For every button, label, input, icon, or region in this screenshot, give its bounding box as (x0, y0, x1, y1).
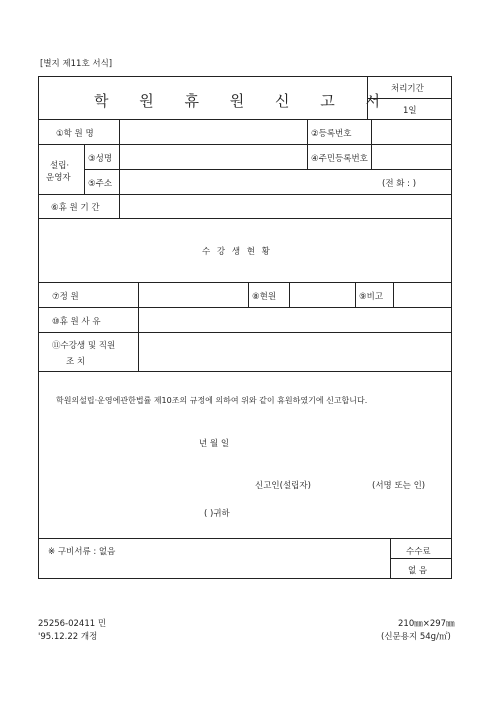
academy-name-label: ①학 원 명 (56, 129, 94, 139)
name-field[interactable] (123, 148, 303, 166)
addressee-line: ( )귀하 (204, 509, 230, 519)
student-status-heading: 수 강 생 현 황 (202, 247, 272, 257)
footer-form-number: 25256-02411 민 (38, 619, 107, 629)
footer-paper-size: 210㎜×297㎜ (398, 619, 455, 629)
name-label: ③성명 (88, 154, 113, 164)
founder-label-line2: 운영자 (46, 173, 71, 183)
address-field[interactable] (123, 173, 373, 191)
measures-label-line1: ⑪수강생 및 직원 (52, 341, 116, 351)
processing-period-value: 1일 (403, 106, 417, 116)
footer-paper-type: (신문용지 54g/㎡) (381, 632, 451, 642)
current-enrollment-field[interactable] (293, 286, 351, 304)
founder-label-line1: 설립· (50, 161, 70, 171)
closure-period-label: ⑥휴 원 기 간 (51, 203, 100, 213)
capacity-field[interactable] (142, 286, 244, 304)
capacity-label: ⑦정 원 (52, 292, 79, 302)
academy-name-field[interactable] (123, 123, 303, 141)
reporter-label: 신고인(설립자) (255, 481, 311, 491)
closure-period-field[interactable] (123, 198, 448, 215)
resident-number-field[interactable] (375, 148, 448, 166)
footer-revision-date: '95.12.22 개정 (38, 632, 98, 642)
registration-number-field[interactable] (375, 123, 448, 141)
closure-reason-field[interactable] (142, 311, 448, 329)
closure-reason-label: ⑩휴 원 사 유 (52, 317, 101, 327)
address-label: ⑤주소 (88, 179, 113, 189)
measures-field[interactable] (142, 336, 448, 368)
registration-number-label: ②등록번호 (311, 129, 352, 139)
signature-label: (서명 또는 인) (372, 481, 426, 491)
resident-number-label: ④주민등록번호 (311, 154, 368, 164)
form-number-label: [별지 제11호 서식] (40, 59, 113, 69)
processing-period-label: 처리기간 (391, 84, 424, 94)
date-line: 년 월 일 (199, 439, 230, 449)
fee-value: 없 음 (408, 566, 428, 576)
current-enrollment-label: ⑧현원 (252, 292, 277, 302)
remarks-field[interactable] (397, 286, 448, 304)
phone-label: (전 화 : ) (382, 179, 417, 189)
declaration-text: 학원의설립·운영에관한법률 제10조의 규정에 의하여 위와 같이 휴원하였기에 신고합니다. (56, 396, 368, 405)
fee-label: 수수료 (406, 547, 431, 557)
remarks-label: ⑨비고 (359, 292, 384, 302)
measures-label-line2: 조 치 (66, 357, 86, 367)
attachments-note: ※ 구비서류 : 없음 (48, 547, 116, 557)
form-title: 학 원 휴 원 신 고 서 (94, 92, 394, 110)
